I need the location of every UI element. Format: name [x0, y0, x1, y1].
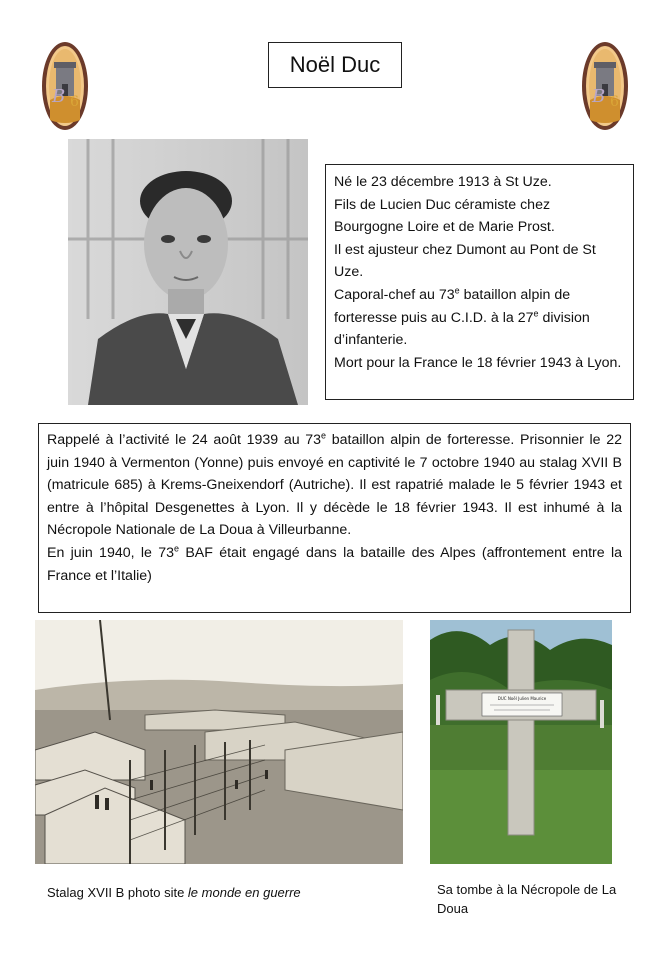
svg-text:B: B — [52, 86, 66, 107]
battalion-paragraph: En juin 1940, le 73e BAF était engagé dans la bataille des Alpes (affrontement entre la France et l’Italie) — [47, 543, 622, 584]
tomb-plaque-name: DUC Noël Julien Maurice — [497, 696, 547, 701]
battalion-emblem-left — [40, 40, 90, 132]
battalion-emblem-right — [580, 40, 630, 132]
stalag-camp-photo — [35, 620, 403, 864]
page-title: Noël Duc — [268, 42, 402, 88]
svg-text:6: 6 — [610, 94, 619, 110]
history-paragraph: Rappelé à l’activité le 24 août 1939 au 73e bataillon alpin de forteresse. Prisonnier le 22 juin 1940 à Vermenton (Yonne) puis envoyé en captivité le 7 octobre 1940 au stalag XVII B (matricule 685) à Krems-Gneixendorf (Autriche). Il est rapatrié malade le 5 février 1943 et entre à l’hôpital Desgenettes à Lyon. Il y décède le 18 février 1943. Il est inhumé à la Nécropole Nationale de La Doua à Villeurbanne. — [47, 430, 623, 539]
tomb-caption: Sa tombe à la Nécropole de La Doua — [437, 882, 617, 916]
portrait-photo — [68, 139, 308, 405]
biography-box — [325, 164, 634, 400]
bio-birth: Né le 23 décembre 1913 à St Uze. — [334, 174, 552, 190]
bio-occupation: Il est ajusteur chez Dumont au Pont de St Uze. — [334, 241, 596, 281]
bio-death: Mort pour la France le 18 février 1943 à Lyon. — [334, 354, 622, 371]
bio-military-rank: Caporal-chef au 73e bataillon alpin de forteresse puis au C.I.D. à la 27e division d’infanterie. — [334, 285, 590, 349]
stalag-caption: Stalag XVII B photo site le monde en guerre — [47, 885, 301, 900]
bio-parents: Fils de Lucien Duc céramiste chez Bourgogne Loire et de Marie Prost. — [334, 196, 555, 236]
tomb-photo — [430, 620, 612, 864]
svg-text:B: B — [592, 86, 606, 107]
history-box — [38, 423, 631, 613]
svg-text:6: 6 — [70, 94, 79, 110]
